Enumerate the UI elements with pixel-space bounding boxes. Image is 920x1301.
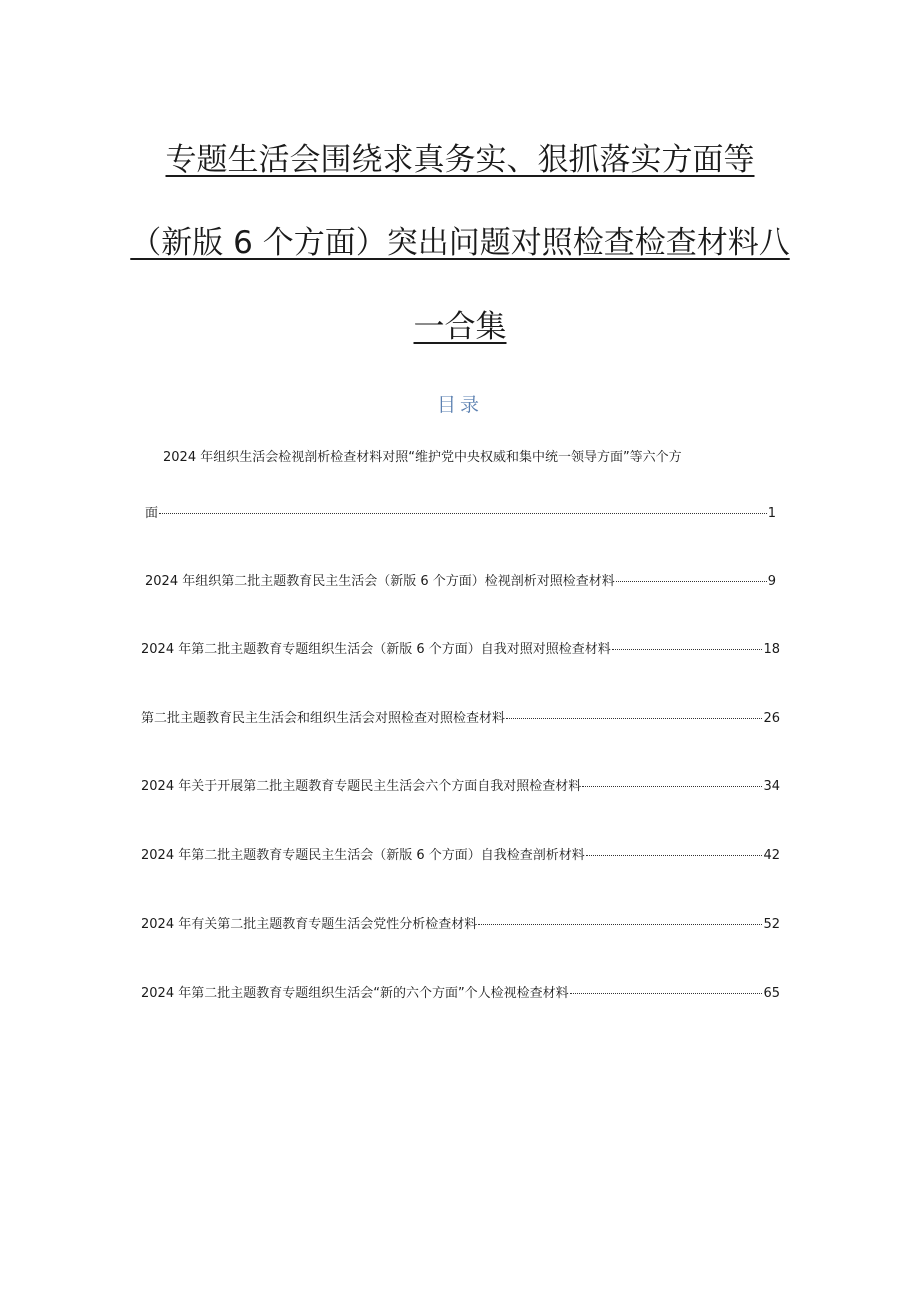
toc-entry-1[interactable] xyxy=(145,505,776,523)
toc-entry-text: 面 xyxy=(145,506,159,521)
toc-entry-text: 2024 年组织第二批主题教育民主生活会（新版 6 个方面）检视剖析对照检查材料 xyxy=(145,574,615,589)
toc-page-number: 1 xyxy=(767,506,776,521)
toc-entry-7[interactable] xyxy=(141,916,780,934)
toc-page-number: 9 xyxy=(767,574,776,589)
toc-leader xyxy=(159,513,767,514)
toc-page-number: 42 xyxy=(763,848,780,863)
toc-entry-3[interactable] xyxy=(141,641,780,659)
toc-leader xyxy=(478,924,762,925)
toc-page-number: 18 xyxy=(763,642,780,657)
toc-entry-text: 2024 年第二批主题教育专题组织生活会（新版 6 个方面）自我对照对照检查材料 xyxy=(141,642,611,657)
toc-leader xyxy=(586,855,763,856)
toc-entry-text: 2024 年第二批主题教育专题民主生活会（新版 6 个方面）自我检查剖析材料 xyxy=(141,848,585,863)
toc-entry-2[interactable] xyxy=(145,573,776,591)
title-line-3: 一合集 xyxy=(413,309,507,345)
toc-entry-6[interactable] xyxy=(141,847,780,865)
toc-entry-text: 2024 年关于开展第二批主题教育专题民主生活会六个方面自我对照检查材料 xyxy=(141,779,582,794)
title-line-2: （新版 6 个方面）突出问题对照检查检查材料八 xyxy=(130,225,790,261)
toc-entry-text: 2024 年有关第二批主题教育专题生活会党性分析检查材料 xyxy=(141,917,478,932)
toc-entry-4[interactable] xyxy=(141,710,780,728)
toc-leader xyxy=(582,786,762,787)
toc-page-number: 52 xyxy=(763,917,780,932)
toc-entry-5[interactable] xyxy=(141,778,780,796)
toc-entry-1-line-1[interactable]: 2024 年组织生活会检视剖析检查材料对照“维护党中央权威和集中统一领导方面”等六个方 xyxy=(163,450,682,465)
toc-page-number: 26 xyxy=(763,711,780,726)
toc-leader xyxy=(612,649,763,650)
toc-leader xyxy=(570,993,763,994)
toc-leader xyxy=(506,718,762,719)
toc-heading: 目录 xyxy=(436,394,483,416)
title-line-1: 专题生活会围绕求真务实、狠抓落实方面等 xyxy=(165,142,755,178)
toc-entry-text: 第二批主题教育民主生活会和组织生活会对照检查对照检查材料 xyxy=(141,711,506,726)
toc-entry-text: 2024 年第二批主题教育专题组织生活会“新的六个方面”个人检视检查材料 xyxy=(141,986,569,1001)
toc-entry-8[interactable] xyxy=(141,985,780,1003)
toc-page-number: 65 xyxy=(763,986,780,1001)
toc-leader xyxy=(616,581,767,582)
toc-page-number: 34 xyxy=(763,779,780,794)
